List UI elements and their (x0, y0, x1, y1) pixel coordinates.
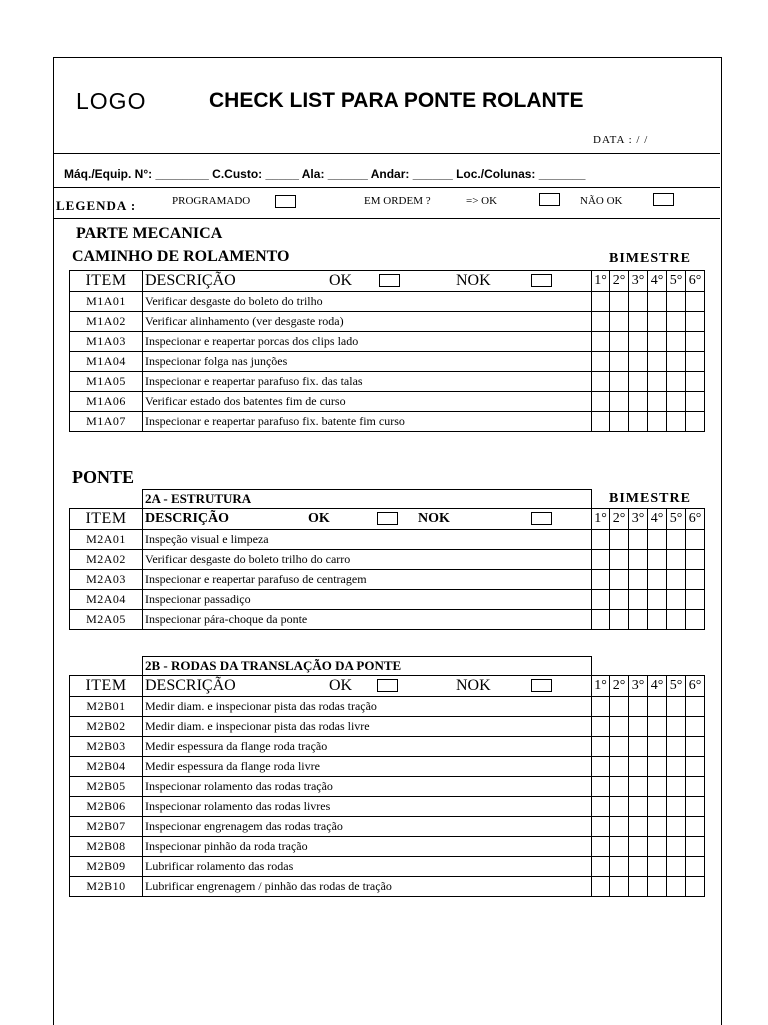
item-code: M1A04 (70, 352, 143, 372)
bimestre-check-cell[interactable] (667, 797, 686, 817)
divider (53, 153, 720, 154)
table-header (70, 509, 705, 530)
col-header: 5° (667, 676, 686, 697)
table-row (70, 352, 705, 372)
estrutura-table (69, 489, 705, 630)
col-header: 2° (610, 271, 629, 292)
bimestre-check-cell[interactable] (667, 757, 686, 777)
bimestre-check-cell[interactable] (686, 312, 705, 332)
table-header (70, 676, 705, 697)
item-description: Verificar desgaste do boleto trilho do carro (143, 550, 592, 570)
bimestre-check-cell[interactable] (610, 877, 629, 897)
item-description: Inspecionar e reapertar parafuso fix. batente fim curso (143, 412, 592, 432)
table-row (70, 817, 705, 837)
item-code: M1A02 (70, 312, 143, 332)
description-header (143, 509, 592, 530)
item-description: Inspecionar pinhão da roda tração (143, 837, 592, 857)
item-description: Inspecionar pára-choque da ponte (143, 610, 592, 630)
bimestre-check-cell[interactable] (592, 550, 610, 570)
bimestre-check-cell[interactable] (686, 372, 705, 392)
programado-checkbox[interactable] (275, 195, 296, 208)
item-description: Lubrificar rolamento das rodas (143, 857, 592, 877)
caminho-table (69, 270, 705, 432)
bimestre-check-cell[interactable] (629, 392, 648, 412)
bimestre-check-cell[interactable] (686, 857, 705, 877)
bimestre-check-cell[interactable] (648, 877, 667, 897)
bimestre-check-cell[interactable] (610, 837, 629, 857)
table-row (70, 292, 705, 312)
nok-label: NOK (418, 511, 450, 526)
bimestre-check-cell[interactable] (686, 697, 705, 717)
ok-checkbox[interactable] (377, 512, 398, 525)
item-code: M2B02 (70, 717, 143, 737)
table-row (70, 777, 705, 797)
item-code: M2B10 (70, 877, 143, 897)
bimestre-check-cell[interactable] (667, 877, 686, 897)
bimestre-check-cell[interactable] (667, 372, 686, 392)
nok-label: NOK (456, 677, 491, 694)
nok-checkbox[interactable] (531, 274, 552, 287)
bimestre-check-cell[interactable] (629, 837, 648, 857)
col-header: 6° (686, 271, 705, 292)
bimestre-check-cell[interactable] (629, 332, 648, 352)
table-header (70, 271, 705, 292)
item-description: Verificar alinhamento (ver desgaste roda) (143, 312, 592, 332)
col-header: 5° (667, 509, 686, 530)
bimestre-check-cell[interactable] (648, 332, 667, 352)
col-header: 1° (592, 676, 610, 697)
subsection-title: 2B - RODAS DA TRANSLAÇÃO DA PONTE (143, 657, 592, 676)
bimestre-check-cell[interactable] (610, 550, 629, 570)
item-description: Inspecionar e reapertar porcas dos clips lado (143, 332, 592, 352)
section-title-parte: PARTE MECANICA (76, 225, 223, 242)
section-title-ponte: PONTE (72, 467, 135, 487)
nok-checkbox[interactable] (531, 679, 552, 692)
bimestre-check-cell[interactable] (686, 877, 705, 897)
bimestre-check-cell[interactable] (667, 717, 686, 737)
bimestre-check-cell[interactable] (667, 777, 686, 797)
bimestre-check-cell[interactable] (648, 292, 667, 312)
bimestre-label: BIMESTRE (609, 491, 691, 506)
bimestre-check-cell[interactable] (610, 757, 629, 777)
table-row (70, 757, 705, 777)
item-code: M1A05 (70, 372, 143, 392)
bimestre-check-cell[interactable] (592, 737, 610, 757)
table-row (70, 737, 705, 757)
item-code: M2B05 (70, 777, 143, 797)
table-row (70, 697, 705, 717)
bimestre-check-cell[interactable] (648, 530, 667, 550)
bimestre-check-cell[interactable] (648, 610, 667, 630)
bimestre-check-cell[interactable] (592, 530, 610, 550)
item-description: Inspecionar rolamento das rodas tração (143, 777, 592, 797)
table-row (70, 332, 705, 352)
bimestre-check-cell[interactable] (648, 372, 667, 392)
ok-label: OK (308, 511, 330, 526)
bimestre-check-cell[interactable] (667, 312, 686, 332)
bimestre-check-cell[interactable] (592, 590, 610, 610)
bimestre-check-cell[interactable] (629, 717, 648, 737)
bimestre-check-cell[interactable] (667, 817, 686, 837)
table-row (70, 392, 705, 412)
bimestre-check-cell[interactable] (686, 292, 705, 312)
item-description: Medir diam. e inspecionar pista das rodas livre (143, 717, 592, 737)
bimestre-check-cell[interactable] (667, 292, 686, 312)
bimestre-check-cell[interactable] (648, 550, 667, 570)
bimestre-check-cell[interactable] (592, 570, 610, 590)
col-header: 2° (610, 509, 629, 530)
table-row (70, 837, 705, 857)
bimestre-check-cell[interactable] (629, 292, 648, 312)
table-row (70, 797, 705, 817)
bimestre-check-cell[interactable] (610, 292, 629, 312)
table-row (70, 877, 705, 897)
descricao-label: DESCRIÇÃO (145, 272, 236, 289)
bimestre-check-cell[interactable] (648, 717, 667, 737)
bimestre-check-cell[interactable] (629, 757, 648, 777)
bimestre-check-cell[interactable] (610, 777, 629, 797)
bimestre-check-cell[interactable] (610, 412, 629, 432)
table-row (70, 312, 705, 332)
subsection-row (70, 657, 705, 676)
table-row (70, 412, 705, 432)
item-code: M1A03 (70, 332, 143, 352)
item-code: M1A06 (70, 392, 143, 412)
table-row (70, 857, 705, 877)
bimestre-check-cell[interactable] (610, 817, 629, 837)
bimestre-check-cell[interactable] (667, 352, 686, 372)
bimestre-check-cell[interactable] (610, 312, 629, 332)
bimestre-check-cell[interactable] (610, 570, 629, 590)
description-header (143, 271, 592, 292)
descricao-label: DESCRIÇÃO (145, 677, 236, 694)
item-code: M2A01 (70, 530, 143, 550)
legend-em-ordem: EM ORDEM ? (364, 195, 431, 207)
bimestre-check-cell[interactable] (686, 412, 705, 432)
bimestre-check-cell[interactable] (592, 777, 610, 797)
item-description: Inspecionar passadiço (143, 590, 592, 610)
col-header: 4° (648, 509, 667, 530)
item-description: Verificar desgaste do boleto do trilho (143, 292, 592, 312)
bimestre-check-cell[interactable] (686, 332, 705, 352)
nok-checkbox[interactable] (531, 512, 552, 525)
table-row (70, 372, 705, 392)
bimestre-check-cell[interactable] (667, 610, 686, 630)
bimestre-check-cell[interactable] (610, 717, 629, 737)
nok-label: NOK (456, 272, 491, 289)
bimestre-check-cell[interactable] (592, 837, 610, 857)
rodas-table (69, 656, 705, 897)
bimestre-check-cell[interactable] (629, 817, 648, 837)
bimestre-check-cell[interactable] (592, 292, 610, 312)
bimestre-check-cell[interactable] (592, 412, 610, 432)
item-description: Medir espessura da flange roda livre (143, 757, 592, 777)
bimestre-check-cell[interactable] (686, 817, 705, 837)
item-code: M2B09 (70, 857, 143, 877)
bimestre-check-cell[interactable] (629, 777, 648, 797)
bimestre-check-cell[interactable] (592, 817, 610, 837)
bimestre-check-cell[interactable] (610, 697, 629, 717)
col-header: 3° (629, 676, 648, 697)
descricao-label: DESCRIÇÃO (145, 511, 230, 526)
bimestre-check-cell[interactable] (667, 530, 686, 550)
bimestre-check-cell[interactable] (610, 372, 629, 392)
bimestre-check-cell[interactable] (629, 352, 648, 372)
item-description: Inspecionar folga nas junções (143, 352, 592, 372)
bimestre-check-cell[interactable] (592, 392, 610, 412)
bimestre-check-cell[interactable] (667, 737, 686, 757)
item-code: M2B03 (70, 737, 143, 757)
table-row (70, 530, 705, 550)
table-row (70, 570, 705, 590)
bimestre-check-cell[interactable] (686, 610, 705, 630)
item-description: Verificar estado dos batentes fim de curso (143, 392, 592, 412)
bimestre-check-cell[interactable] (648, 312, 667, 332)
bimestre-check-cell[interactable] (648, 570, 667, 590)
bimestre-check-cell[interactable] (686, 352, 705, 372)
bimestre-check-cell[interactable] (592, 697, 610, 717)
item-code: M2A04 (70, 590, 143, 610)
col-header: 2° (610, 676, 629, 697)
bimestre-check-cell[interactable] (667, 590, 686, 610)
bimestre-check-cell[interactable] (648, 412, 667, 432)
item-description: Inspecionar engrenagem das rodas tração (143, 817, 592, 837)
item-code: M2A05 (70, 610, 143, 630)
bimestre-check-cell[interactable] (686, 757, 705, 777)
item-code: M2A03 (70, 570, 143, 590)
item-description: Inspeção visual e limpeza (143, 530, 592, 550)
table-row (70, 550, 705, 570)
item-description: Medir espessura da flange roda tração (143, 737, 592, 757)
bimestre-check-cell[interactable] (648, 777, 667, 797)
bimestre-check-cell[interactable] (592, 312, 610, 332)
bimestre-check-cell[interactable] (592, 717, 610, 737)
bimestre-check-cell[interactable] (686, 590, 705, 610)
col-header: 6° (686, 676, 705, 697)
bimestre-check-cell[interactable] (648, 590, 667, 610)
bimestre-check-cell[interactable] (592, 857, 610, 877)
bimestre-check-cell[interactable] (610, 392, 629, 412)
bimestre-label: BIMESTRE (609, 251, 691, 266)
divider (53, 218, 720, 219)
col-header: 1° (592, 271, 610, 292)
bimestre-check-cell[interactable] (686, 797, 705, 817)
bimestre-check-cell[interactable] (629, 877, 648, 897)
table-row (70, 610, 705, 630)
section-title-caminho: CAMINHO DE ROLAMENTO (72, 248, 290, 265)
item-code: M2A02 (70, 550, 143, 570)
bimestre-check-cell[interactable] (667, 837, 686, 857)
bimestre-check-cell[interactable] (667, 412, 686, 432)
item-description: Inspecionar rolamento das rodas livres (143, 797, 592, 817)
table-row (70, 590, 705, 610)
item-description: Medir diam. e inspecionar pista das rodas tração (143, 697, 592, 717)
bimestre-check-cell[interactable] (686, 717, 705, 737)
bimestre-check-cell[interactable] (629, 372, 648, 392)
bimestre-check-cell[interactable] (686, 837, 705, 857)
subsection-row (70, 490, 705, 509)
item-code: M1A07 (70, 412, 143, 432)
item-code: M2B04 (70, 757, 143, 777)
bimestre-check-cell[interactable] (648, 392, 667, 412)
bimestre-check-cell[interactable] (667, 570, 686, 590)
table-row (70, 717, 705, 737)
bimestre-check-cell[interactable] (592, 352, 610, 372)
bimestre-check-cell[interactable] (592, 610, 610, 630)
nao-ok-checkbox[interactable] (653, 193, 674, 206)
bimestre-check-cell[interactable] (610, 610, 629, 630)
bimestre-check-cell[interactable] (629, 737, 648, 757)
col-header: 3° (629, 271, 648, 292)
item-code: M2B01 (70, 697, 143, 717)
item-header: ITEM (70, 676, 143, 697)
bimestre-check-cell[interactable] (629, 550, 648, 570)
col-header: 6° (686, 509, 705, 530)
bimestre-check-cell[interactable] (686, 550, 705, 570)
legend-label: LEGENDA : (56, 198, 137, 213)
item-description: Inspecionar e reapertar parafuso de centragem (143, 570, 592, 590)
bimestre-check-cell[interactable] (667, 392, 686, 412)
bimestre-check-cell[interactable] (667, 332, 686, 352)
bimestre-check-cell[interactable] (648, 697, 667, 717)
divider (53, 187, 720, 188)
bimestre-check-cell[interactable] (686, 737, 705, 757)
legend-nao-ok: NÃO OK (580, 195, 623, 207)
bimestre-check-cell[interactable] (610, 530, 629, 550)
bimestre-check-cell[interactable] (629, 412, 648, 432)
bimestre-check-cell[interactable] (686, 392, 705, 412)
item-header: ITEM (70, 271, 143, 292)
col-header: 4° (648, 271, 667, 292)
bimestre-check-cell[interactable] (667, 857, 686, 877)
ok-label: OK (329, 677, 353, 694)
bimestre-check-cell[interactable] (629, 570, 648, 590)
bimestre-check-cell[interactable] (629, 857, 648, 877)
bimestre-check-cell[interactable] (592, 797, 610, 817)
bimestre-check-cell[interactable] (667, 550, 686, 570)
bimestre-check-cell[interactable] (648, 352, 667, 372)
bimestre-check-cell[interactable] (610, 590, 629, 610)
bimestre-check-cell[interactable] (610, 352, 629, 372)
bimestre-check-cell[interactable] (667, 697, 686, 717)
bimestre-check-cell[interactable] (629, 590, 648, 610)
bimestre-check-cell[interactable] (648, 857, 667, 877)
item-description: Inspecionar e reapertar parafuso fix. das talas (143, 372, 592, 392)
item-code: M1A01 (70, 292, 143, 312)
bimestre-check-cell[interactable] (610, 857, 629, 877)
subsection-title: 2A - ESTRUTURA (143, 490, 592, 509)
bimestre-check-cell[interactable] (648, 737, 667, 757)
col-header: 5° (667, 271, 686, 292)
bimestre-check-cell[interactable] (592, 877, 610, 897)
bimestre-check-cell[interactable] (592, 332, 610, 352)
bimestre-check-cell[interactable] (648, 837, 667, 857)
item-description: Lubrificar engrenagem / pinhão das rodas de tração (143, 877, 592, 897)
ok-label: OK (329, 272, 353, 289)
bimestre-check-cell[interactable] (648, 757, 667, 777)
bimestre-check-cell[interactable] (648, 797, 667, 817)
bimestre-check-cell[interactable] (629, 312, 648, 332)
bimestre-check-cell[interactable] (629, 697, 648, 717)
logo: LOGO (76, 88, 147, 114)
bimestre-check-cell[interactable] (610, 797, 629, 817)
description-header (143, 676, 592, 697)
bimestre-check-cell[interactable] (686, 530, 705, 550)
equipment-line[interactable]: Máq./Equip. N°: ________ C.Custo: _____ Ala: ______ Andar: ______ Loc./Colunas: _______ (64, 167, 586, 181)
bimestre-check-cell[interactable] (610, 737, 629, 757)
legend-ok: => OK (466, 195, 498, 207)
item-code: M2B06 (70, 797, 143, 817)
bimestre-check-cell[interactable] (629, 530, 648, 550)
bimestre-check-cell[interactable] (629, 797, 648, 817)
date-field[interactable]: DATA : / / (593, 134, 649, 146)
bimestre-check-cell[interactable] (686, 777, 705, 797)
page-title: CHECK LIST PARA PONTE ROLANTE (209, 89, 584, 112)
col-header: 4° (648, 676, 667, 697)
ok-checkbox[interactable] (539, 193, 560, 206)
bimestre-check-cell[interactable] (592, 757, 610, 777)
bimestre-check-cell[interactable] (648, 817, 667, 837)
col-header: 3° (629, 509, 648, 530)
col-header: 1° (592, 509, 610, 530)
bimestre-check-cell[interactable] (629, 610, 648, 630)
item-header: ITEM (70, 509, 143, 530)
ok-checkbox[interactable] (377, 679, 398, 692)
bimestre-check-cell[interactable] (686, 570, 705, 590)
bimestre-check-cell[interactable] (610, 332, 629, 352)
ok-checkbox[interactable] (379, 274, 400, 287)
item-code: M2B07 (70, 817, 143, 837)
bimestre-check-cell[interactable] (592, 372, 610, 392)
legend-programado: PROGRAMADO (172, 195, 251, 207)
item-code: M2B08 (70, 837, 143, 857)
